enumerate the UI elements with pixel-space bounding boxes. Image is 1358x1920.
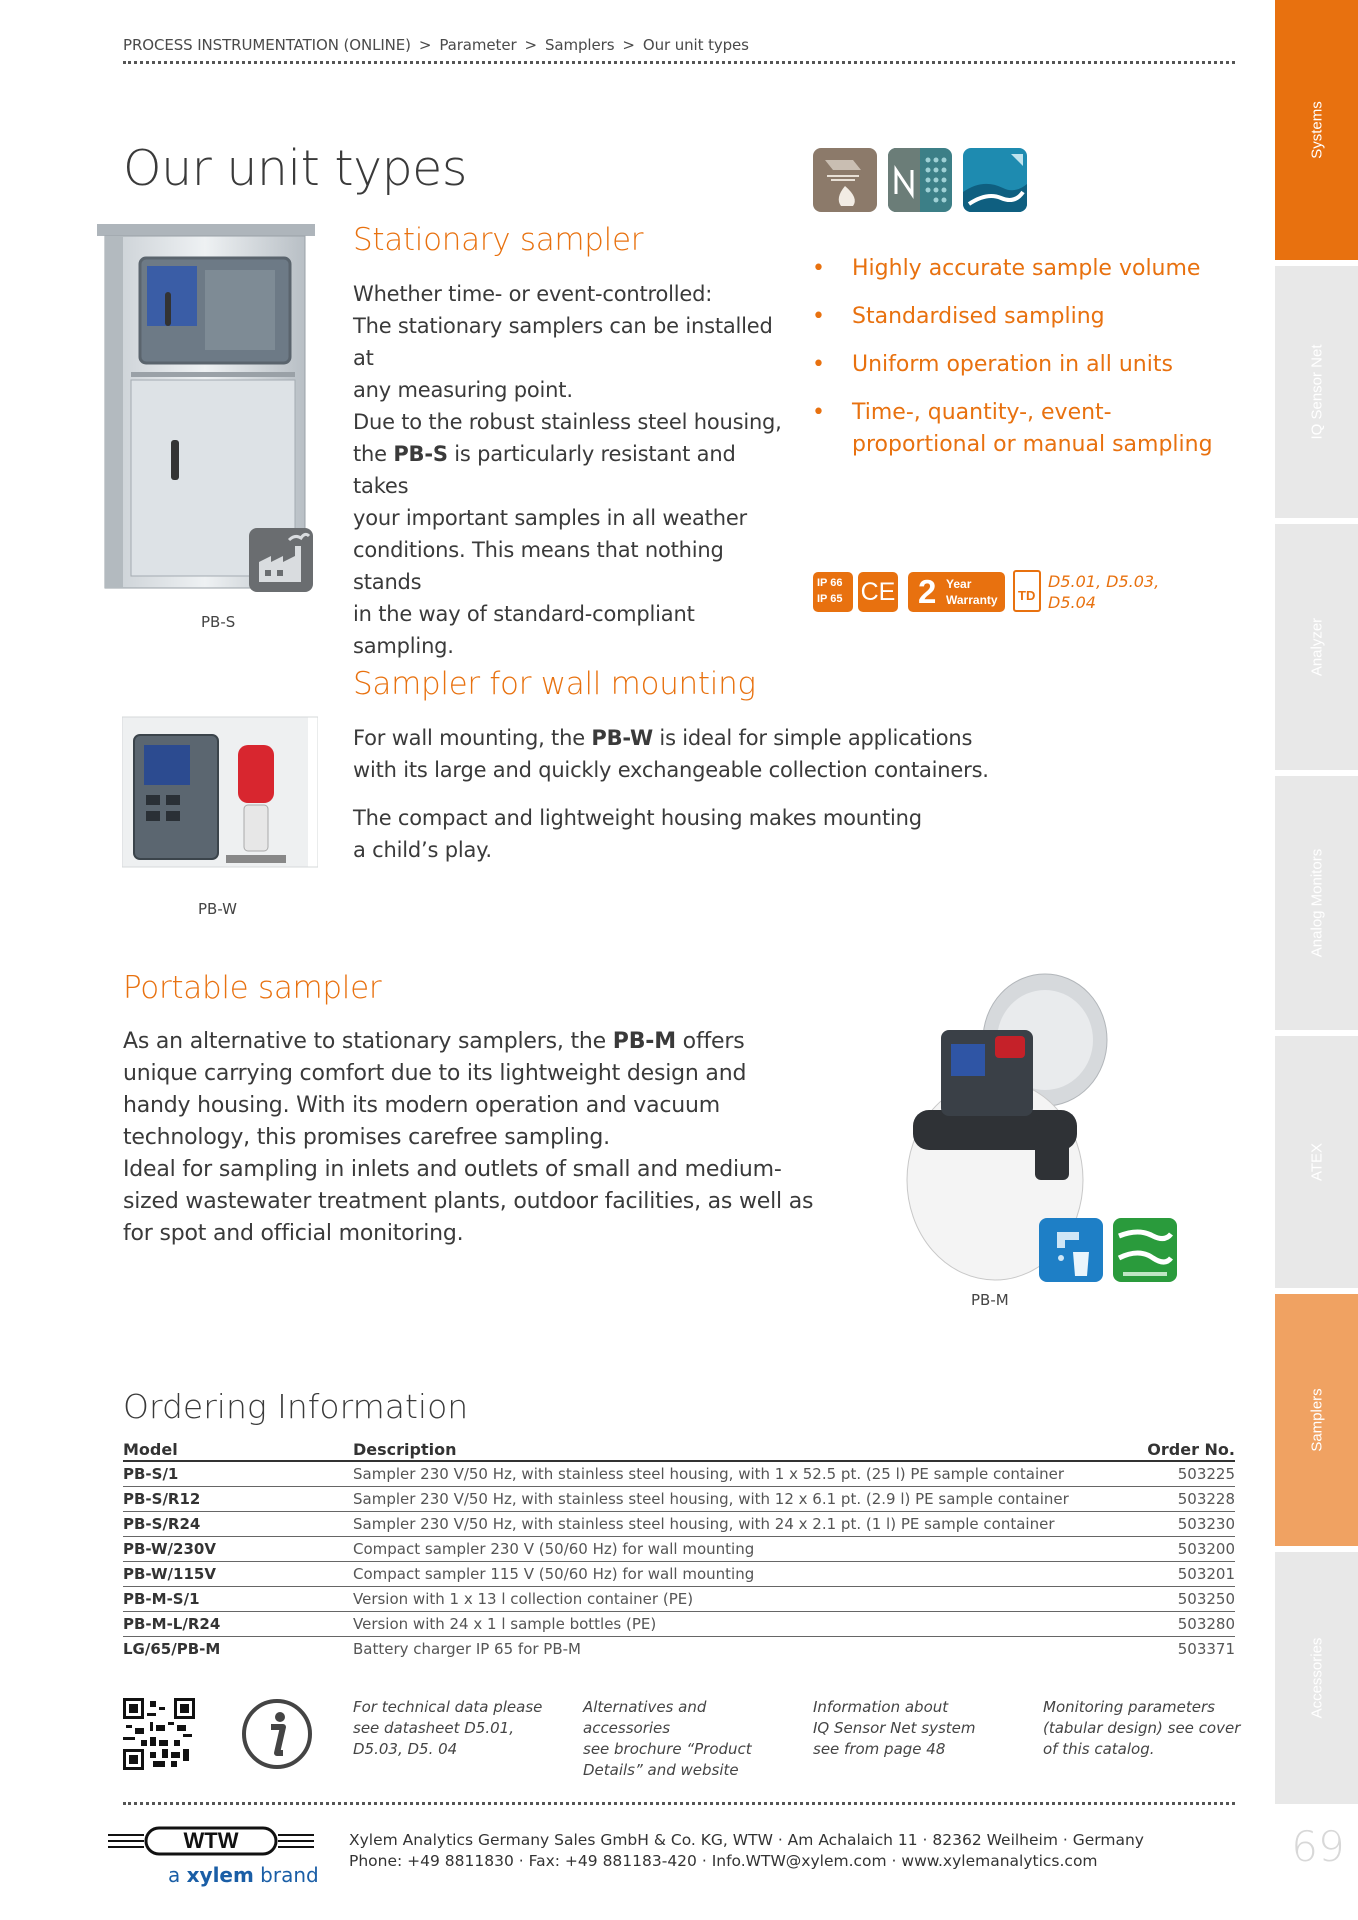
page-number: 69 [1291,1822,1345,1871]
wall-description: For wall mounting, the PB-W is ideal for simple applications with its large and quickly exchangeable collection containers. The compact and lightweight housing makes mounting a child’s play. [353,726,989,862]
tab-analyzer[interactable]: Analyzer [1275,524,1358,770]
ce-mark-badge: CE [858,572,898,612]
footer-divider [123,1802,1235,1805]
pb-m-caption: PB-M [971,1291,1009,1309]
table-header-row [123,1438,1235,1461]
feature-item: • Time-, quantity-, event-proportional or manual sampling [812,397,1232,461]
table-row: PB-S/1 Sampler 230 V/50 Hz, with stainless steel housing, with 1 x 52.5 pt. (25 l) PE sample container 503225 [123,1461,1235,1486]
column-header: Model [123,1438,353,1461]
stationary-description: Whether time- or event-controlled: The stationary samplers can be installed at any measuring point. Due to the robust stainless steel housing, the PB-S is particularly resistant and takes your important samples in all weather conditions. This means that nothing stands in the way of standard-compliant sampling. [353,282,782,658]
wtw-logo: WTW [108,1826,314,1856]
info-icon [241,1698,313,1770]
table-row: PB-W/115V Compact sampler 115 V (50/60 Hz) for wall mounting 503201 [123,1561,1235,1586]
note-iq-sensor-net: Information about IQ Sensor Net system see from page 48 [813,1698,976,1758]
green-river-icon [1113,1218,1177,1282]
wastewater-icon [813,148,877,212]
portable-description: As an alternative to stationary samplers, the PB-M offers unique carrying comfort due to its lightweight design and handy housing. With its modern operation and vacuum technology, this promises carefree sampling. Ideal for sampling in inlets and outlets of small and medium- sized wastewater treatment plants, outdoor facilities, as well as for spot and official monitoring. [123,1029,814,1246]
tab-analog-monitors[interactable]: Analog Monitors [1275,776,1358,1030]
feature-item: • Highly accurate sample volume [812,253,1232,285]
column-header: Order No. [1139,1438,1235,1461]
portable-sampler-title: Portable sampler [123,970,382,1006]
pb-w-product-image [122,705,318,887]
technical-data-icon: TD [1013,570,1041,612]
industry-icon [249,528,313,592]
tab-systems[interactable]: Systems [1275,0,1358,260]
pb-w-caption: PB-W [198,900,237,918]
stationary-sampler-title: Stationary sampler [353,222,644,258]
note-technical-data: For technical data please see datasheet D5.01, D5.03, D5. 04 [353,1698,543,1758]
page-title: Our unit types [123,140,467,197]
company-address: Xylem Analytics Germany Sales GmbH & Co. KG, WTW · Am Achalaich 11 · 82362 Weilheim · Germany Phone: +49 8811830 · Fax: +49 881183-420 · Info.WTW@xylem.com · www.xylemanalytics.com [349,1831,1144,1870]
breadcrumb: PROCESS INSTRUMENTATION (ONLINE) > Parameter > Samplers > Our unit types [123,36,1235,64]
navigation-grid-icon [888,148,952,212]
tab-samplers[interactable]: Samplers [1275,1294,1358,1546]
tab-iq-sensor-net[interactable]: IQ Sensor Net [1275,266,1358,518]
pb-s-caption: PB-S [201,613,236,631]
tab-accessories[interactable]: Accessories [1275,1552,1358,1804]
column-header: Description [353,1438,1139,1461]
table-row: PB-W/230V Compact sampler 230 V (50/60 Hz) for wall mounting 503200 [123,1536,1235,1561]
table-row: PB-M-S/1 Version with 1 x 13 l collection container (PE) 503250 [123,1586,1235,1611]
feature-item: • Standardised sampling [812,301,1232,333]
breadcrumb-item[interactable]: Parameter [439,36,517,54]
feature-item: • Uniform operation in all units [812,349,1232,381]
xylem-brand-tag: a xylem brand [168,1863,319,1887]
table-row: LG/65/PB-M Battery charger IP 65 for PB-M 503371 [123,1640,1235,1659]
ordering-table [123,1438,1235,1661]
note-monitoring-parameters: Monitoring parameters (tabular design) see cover of this catalog. [1043,1698,1241,1758]
qr-code[interactable] [123,1698,195,1770]
breadcrumb-item[interactable]: Samplers [544,36,615,54]
note-accessories: Alternatives and accessories see brochure “Product Details” and website [583,1698,752,1779]
warranty-badge: 2 Year Warranty [908,572,1005,612]
breadcrumb-item-current: Our unit types [642,36,749,54]
feature-list [812,253,1232,477]
tap-water-icon [1039,1218,1103,1282]
ordering-title: Ordering Information [123,1387,469,1426]
wall-sampler-title: Sampler for wall mounting [353,666,756,702]
ip-rating-badge: IP 66 IP 65 [813,572,853,612]
datasheet-reference: D5.01, D5.03, D5.04 [1048,572,1160,612]
river-icon [963,148,1027,212]
table-row: PB-S/R12 Sampler 230 V/50 Hz, with stainless steel housing, with 12 x 6.1 pt. (2.9 l) PE sample container 503228 [123,1486,1235,1511]
breadcrumb-item[interactable]: PROCESS INSTRUMENTATION (ONLINE) [123,36,411,54]
table-row: PB-M-L/R24 Version with 24 x 1 l sample bottles (PE) 503280 [123,1611,1235,1636]
tab-atex[interactable]: ATEX [1275,1036,1358,1288]
table-row: PB-S/R24 Sampler 230 V/50 Hz, with stainless steel housing, with 24 x 2.1 pt. (1 l) PE sample container 503230 [123,1511,1235,1536]
